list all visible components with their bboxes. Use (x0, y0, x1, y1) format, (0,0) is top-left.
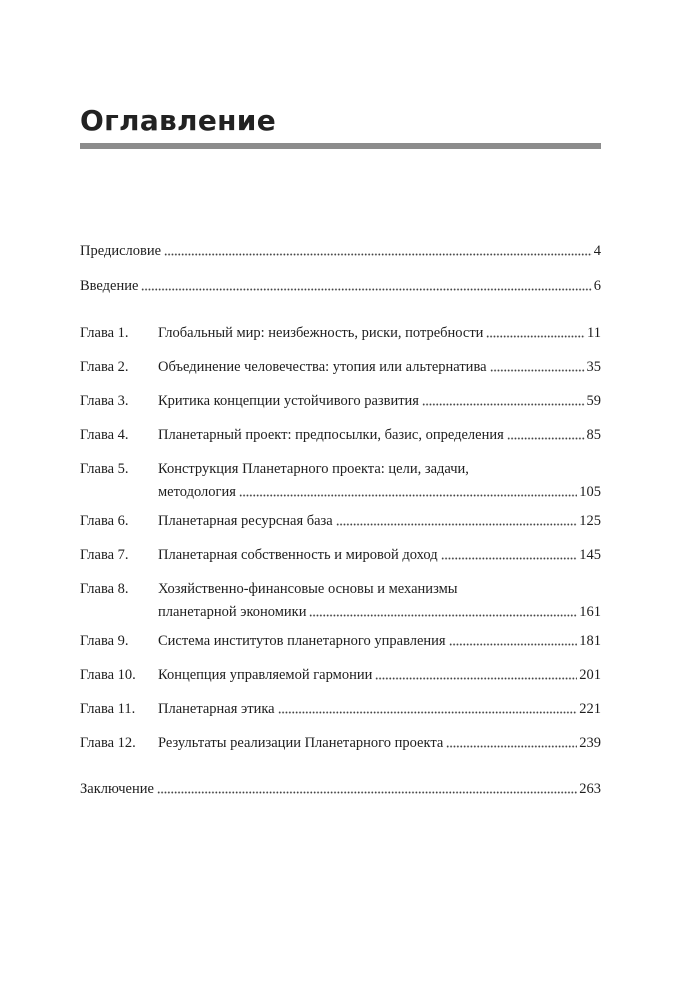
page-number: 125 (579, 513, 601, 529)
chapter-number: Глава 12. (80, 735, 136, 751)
dot-leader (490, 358, 585, 373)
page-number: 6 (593, 278, 601, 294)
entry-title: Предисловие (80, 243, 162, 259)
page-number: 263 (579, 781, 601, 797)
dot-leader (486, 324, 585, 339)
entry-title-line: Конструкция Планетарного проекта: цели, задачи, (158, 461, 469, 477)
page-number: 105 (579, 484, 601, 500)
chapter-number: Глава 7. (80, 547, 129, 563)
dot-leader (164, 242, 592, 257)
chapter-number: Глава 1. (80, 325, 129, 341)
entry-title: Планетарная ресурсная база (158, 513, 333, 529)
entry-title: методология (158, 484, 236, 500)
entry-title: Концепция управляемой гармонии (158, 667, 373, 683)
page-number: 11 (587, 325, 601, 341)
chapter-number: Глава 6. (80, 513, 129, 529)
dot-leader (336, 512, 578, 527)
dot-leader (507, 426, 585, 441)
chapter-number: Глава 2. (80, 359, 129, 375)
entry-title: Результаты реализации Планетарного проекта (158, 735, 444, 751)
dot-leader (375, 666, 577, 681)
dot-leader (239, 483, 577, 498)
dot-leader (309, 603, 577, 618)
dot-leader (278, 700, 578, 715)
entry-title: Планетарная этика (158, 701, 275, 717)
title-underline (80, 143, 601, 149)
dot-leader (157, 780, 577, 795)
entry-title: Критика концепции устойчивого развития (158, 393, 419, 409)
page-number: 35 (586, 359, 601, 375)
dot-leader (446, 734, 577, 749)
chapter-number: Глава 4. (80, 427, 129, 443)
page-number: 221 (579, 701, 601, 717)
dot-leader (141, 277, 591, 292)
entry-title: Глобальный мир: неизбежность, риски, потребности (158, 325, 484, 341)
entry-title: Система институтов планетарного управления (158, 633, 446, 649)
page-number: 201 (579, 667, 601, 683)
page-number: 239 (579, 735, 601, 751)
entry-title: Планетарный проект: предпосылки, базис, определения (158, 427, 504, 443)
page-number: 59 (586, 393, 601, 409)
dot-leader (422, 392, 585, 407)
page-title: Оглавление (80, 104, 277, 137)
chapter-number: Глава 8. (80, 581, 129, 597)
entry-title-line: Хозяйственно-финансовые основы и механизмы (158, 581, 458, 597)
chapter-number: Глава 11. (80, 701, 136, 717)
chapter-number: Глава 9. (80, 633, 129, 649)
chapter-number: Глава 10. (80, 667, 136, 683)
dot-leader (441, 546, 578, 561)
entry-title: Планетарная собственность и мировой доход (158, 547, 438, 563)
dot-leader (449, 632, 578, 647)
page-number: 161 (579, 604, 601, 620)
page-number: 85 (586, 427, 601, 443)
chapter-number: Глава 5. (80, 461, 129, 477)
entry-title: Введение (80, 278, 139, 294)
page-number: 4 (593, 243, 601, 259)
entry-title: Заключение (80, 781, 154, 797)
page-number: 145 (579, 547, 601, 563)
entry-title: планетарной экономики (158, 604, 307, 620)
page-number: 181 (579, 633, 601, 649)
entry-title: Объединение человечества: утопия или альтернатива (158, 359, 487, 375)
chapter-number: Глава 3. (80, 393, 129, 409)
